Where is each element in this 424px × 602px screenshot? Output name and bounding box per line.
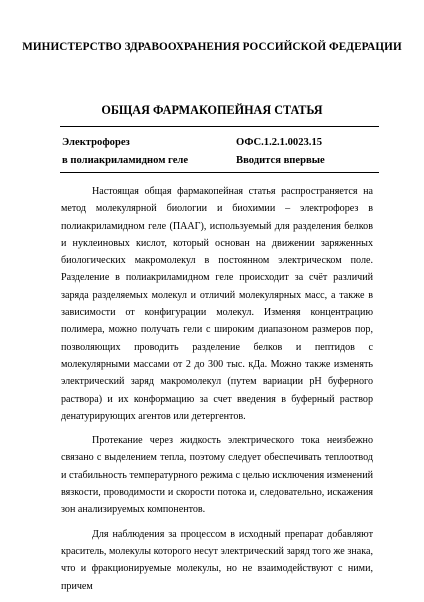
article-name-line1: Электрофорез xyxy=(62,137,130,148)
document-title: ОБЩАЯ ФАРМАКОПЕЙНАЯ СТАТЬЯ xyxy=(101,103,323,117)
article-name-line2: в полиакриламидном геле xyxy=(62,155,189,166)
paragraph: Для наблюдения за процессом в исходный препарат добавляют краситель, молекулы которого несут электрический заряд того же знака, что и фракционируемые молекулы, но не взаимодействуют с ними, причем xyxy=(61,528,373,592)
article-code: ОФС.1.2.1.0023.15 xyxy=(236,137,323,148)
paragraph: Настоящая общая фармакопейная статья распространяется на метод молекулярной биологии и биохимии – электрофорез в полиакриламидном геле (ПААГ), используемый для разделения белков и нуклеиновых кислот, который основан на движении заряженных биологических макромолекул в постоянном электрическом поле. Разделение в полиакриламидном геле происходит за счёт различий заряда разделяемых молекул и отличий молекулярных масс, а также в зависимости от конфигурации молекул. Изменяя концентрацию полимера, можно получать гели с широким диапазоном размеров пор, позволяющих проводить разделение белков и пептидов с молекулярными массами от 2 до 300 тыс. кДа. Можно также изменять электрический заряд макромолекул (путем вариации pH буферного раствора) и их конформацию за счет введения в буферный раствор денатурирующих агентов или детергентов. xyxy=(61,186,373,422)
top-divider xyxy=(60,126,379,127)
article-status: Вводится впервые xyxy=(236,155,325,166)
article-body xyxy=(61,183,373,602)
bottom-divider xyxy=(60,172,379,173)
paragraph: Протекание через жидкость электрического тока неизбежно связано с выделением тепла, поэтому следует обеспечивать теплоотвод и стабильность температурного режима с целью исключения изменений вязкости, проводимости и скорости потока и, следовательно, искажения зон анализируемых компонентов. xyxy=(61,435,373,516)
ministry-heading: МИНИСТЕРСТВО ЗДРАВООХРАНЕНИЯ РОССИЙСКОЙ ФЕДЕРАЦИИ xyxy=(22,41,402,53)
